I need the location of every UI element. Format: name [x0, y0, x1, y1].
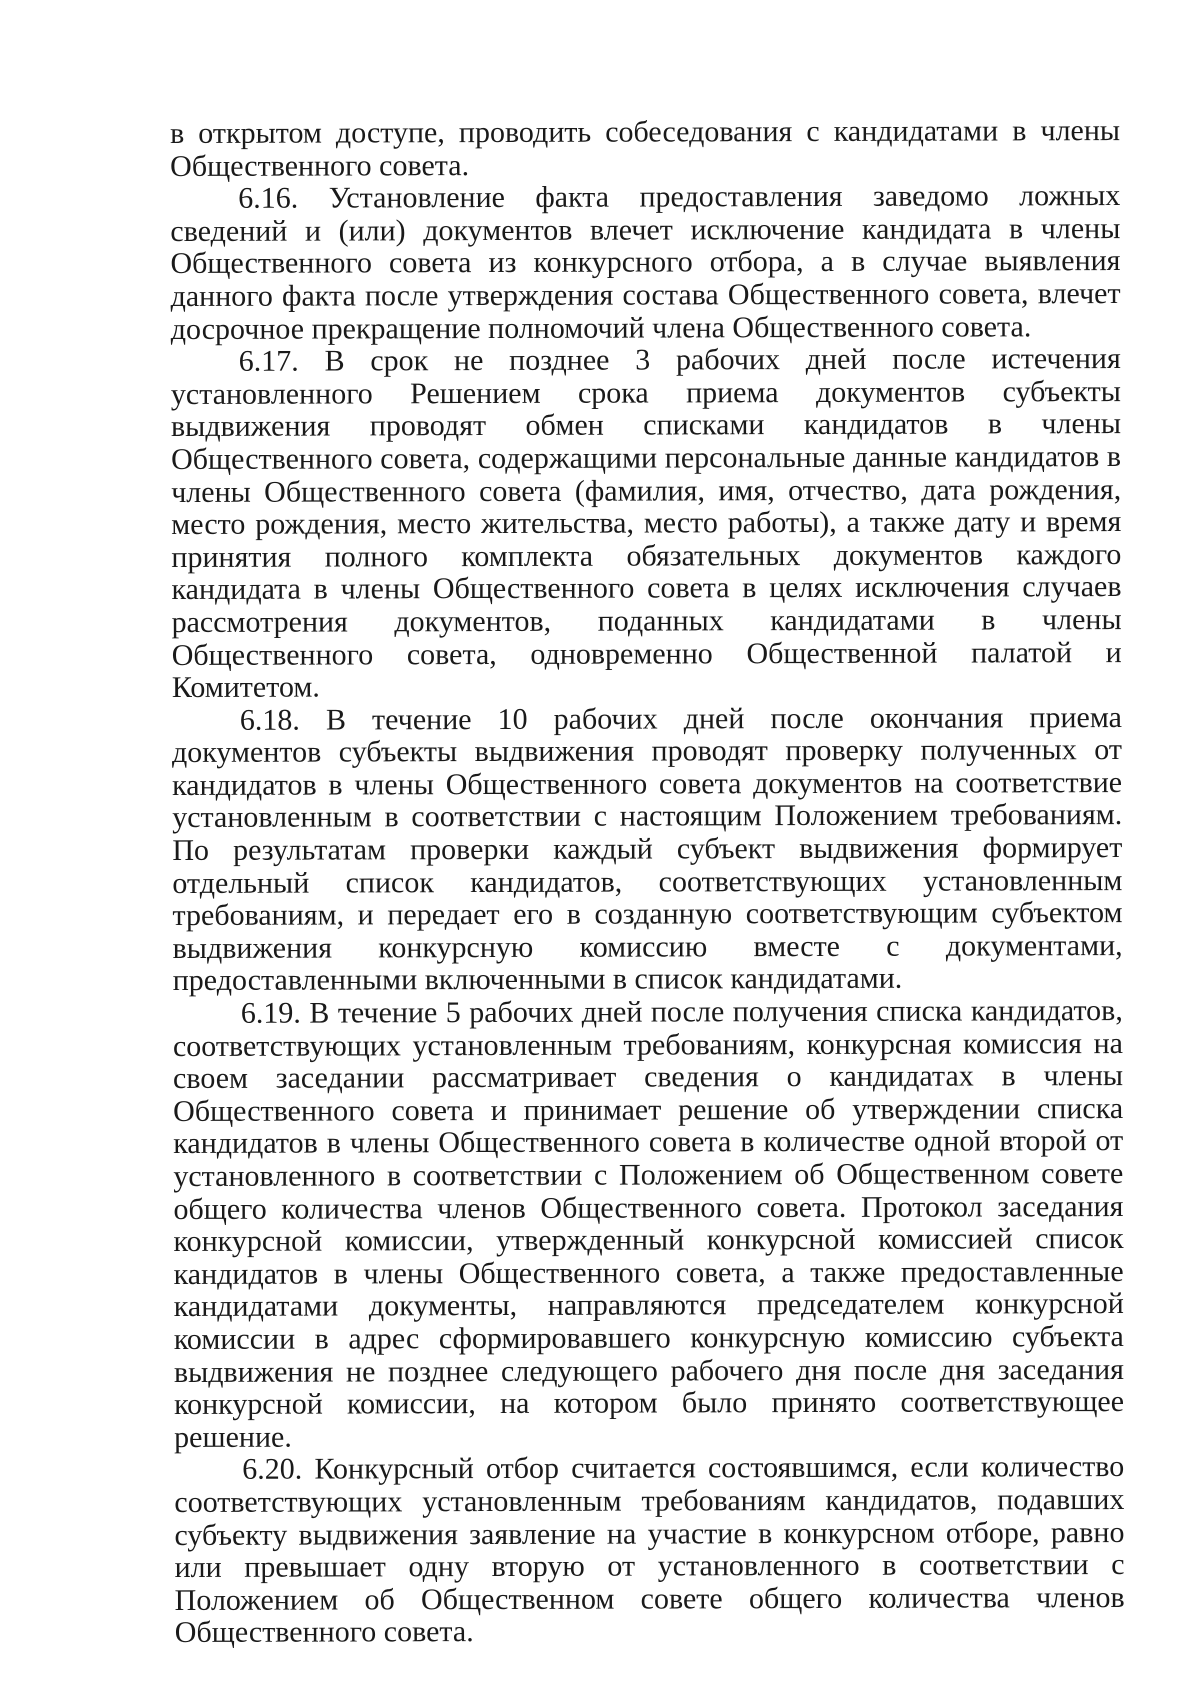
paragraph-text: В течение 5 рабочих дней после получения списка кандидатов, соответствующих установленным требованиям, конкурсная комиссия на своем заседании рассматривает сведения о кандидатах в члены Общественного совета и принимает решение об утверждении списка кандидатов в члены Общественного совета в количестве одной второй от установленного в соответствии с Положением об Общественном совете общего количества членов Общественного совета. Протокол заседания конкурсной комиссии, утвержденный конкурсной комиссией список кандидатов в члены Общественного совета, а также предоставленные кандидатами документы, направляются председателем конкурсной комиссии в адрес сформировавшего конкурсную комиссию субъекта выдвижения не позднее следующего рабочего дня после дня заседания конкурсной комиссии, на котором было принято соответствующее решение.: [172, 994, 1125, 1454]
paragraph-text: В срок не позднее 3 рабочих дней после истечения установленного Решением срока приема документов субъекты выдвижения проводят обмен списками кандидатов в члены Общественного совета, содержащими персональные данные кандидатов в члены Общественного совета (фамилия, имя, отчество, дата рождения, место рождения, место жительства, место работы), а также дату и время принятия полного комплекта обязательных документов каждого кандидата в члены Общественного совета в целях исключения случаев рассмотрения документов, поданных кандидатами в члены Общественного совета, одновременно Общественной палатой и Комитетом.: [170, 342, 1122, 705]
document-body: [170, 115, 1125, 1650]
paragraph-number: 6.20.: [242, 1452, 303, 1487]
paragraph-number: 6.18.: [239, 703, 300, 737]
paragraph-continuation: [170, 115, 1120, 183]
paragraph-6-19: [173, 995, 1124, 1454]
paragraph-number: 6.17.: [238, 344, 299, 378]
paragraph-text: в открытом доступе, проводить собеседования с кандидатами в члены Общественного совета.: [169, 114, 1121, 183]
paragraph-6-18: [172, 702, 1123, 998]
paragraph-number: 6.16.: [238, 181, 299, 215]
paragraph-6-16: [170, 180, 1121, 346]
paragraph-text: Установление факта предоставления заведомо ложных сведений и (или) документов влечет исключение кандидата в члены Общественного совета из конкурсного отбора, а в случае выявления данного факта после утверждения состава Общественного совета, влечет досрочное прекращение полномочий члена Общественного совета.: [170, 179, 1121, 346]
paragraph-text: Конкурсный отбор считается состоявшимся, если количество соответствующих установленным требованиям кандидатов, подавших субъекту выдвижения заявление на участие в конкурсном отборе, равно или превышает одну вторую от установленного в соответствии с Положением об Общественном совете общего количества членов Общественного совета.: [174, 1450, 1125, 1650]
paragraph-text: В течение 10 рабочих дней после окончания приема документов субъекты выдвижения проводят проверку полученных от кандидатов в члены Общественного совета документов на соответствие установленным в соответствии с настоящим Положением требованиям. По результатам проверки каждый субъект выдвижения формирует отдельный список кандидатов, соответствующих установленным требованиям, и передает его в созданную соответствующим субъектом выдвижения конкурсную комиссию вместе с документами, предоставленными включенными в список кандидатами.: [171, 700, 1123, 998]
paragraph-number: 6.19.: [240, 996, 301, 1030]
paragraph-6-17: [171, 343, 1122, 705]
paragraph-6-20: [174, 1451, 1125, 1650]
